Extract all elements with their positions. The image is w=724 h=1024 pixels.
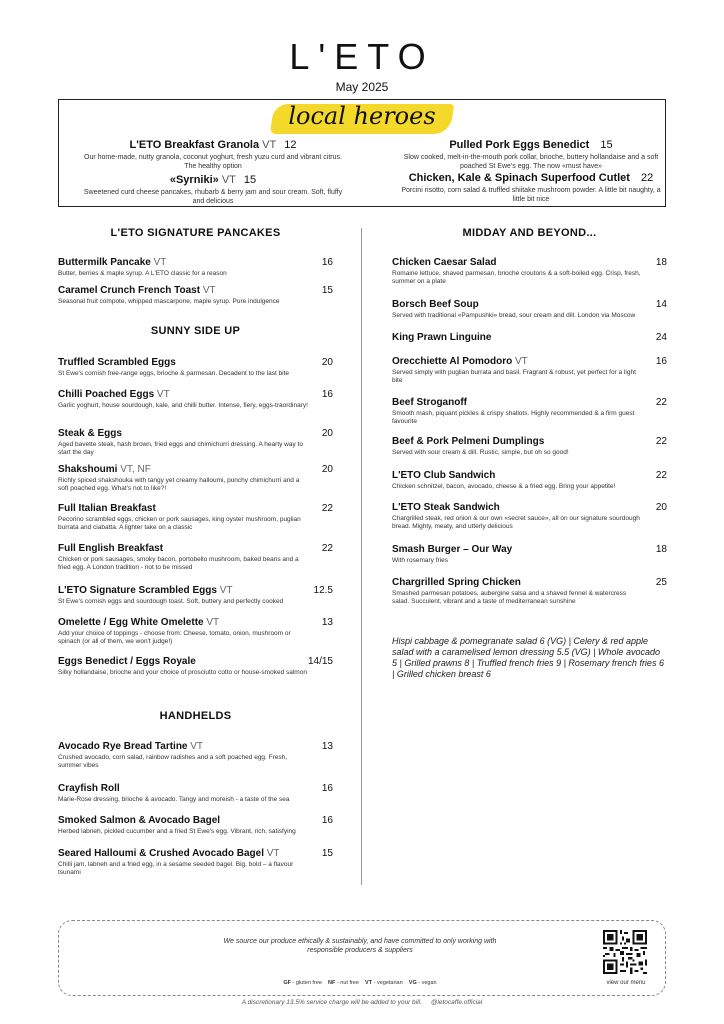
menu-item-name: Truffled Scrambled Eggs [58,357,176,368]
hero-item-name: Pulled Pork Eggs Benedict [449,139,590,151]
menu-item-price: 16 [655,356,667,367]
dietary-tag: VT [515,356,528,367]
menu-item-name: L'ETO Steak Sandwich [392,502,500,513]
qr-code-icon[interactable] [603,930,647,974]
hero-item-name: «Syrniki» [169,174,219,186]
hero-item-price: 15 [600,139,613,151]
legend-code: VT [365,980,373,986]
menu-item-description: Garlic yoghurt, house sourdough, kale, and chilli butter. Intense, fiery, eggs-traordinary! [58,402,308,409]
menu-item [392,397,667,426]
menu-item [58,543,333,572]
menu-item [58,741,333,770]
menu-item-description: Marie-Rose dressing, brioche & avocado. Tangy and moreish - a taste of the sea [58,796,290,803]
menu-item-price: 22 [655,397,667,408]
hero-item [78,174,348,206]
menu-item-title [392,257,667,268]
menu-item [392,544,667,565]
menu-item-name: Full Italian Breakfast [58,503,156,514]
menu-item-title [392,577,667,588]
dietary-tag: VT, NF [120,464,151,475]
dietary-tag: VT [219,585,233,596]
menu-item [392,577,667,606]
menu-item [58,257,333,278]
menu-item-name: Omelette / Egg White Omelette [58,617,204,628]
menu-item-title [392,502,667,513]
service-charge-note [0,999,724,1006]
menu-item-title [392,332,667,343]
menu-item-title [58,257,333,268]
menu-item-description: St Ewe's cornish free-range eggs, brioche & parmesan. Decadent to the last bite [58,370,290,377]
menu-item-description: Smashed parmesan potatoes, aubergine salsa and a shaved fennel & watercress salad. Succulent, vibrant and a taste of mediterranean sunshine [392,590,627,605]
menu-item-title [58,543,333,554]
menu-item-description: Served simply with puglian burrata and basil. Fragrant & robust, yet perfect for a light bite [392,369,636,384]
restaurant-logo: L'ETO [289,36,435,77]
menu-item-price: 14/15 [307,656,333,667]
local-heroes-title: local heroes [288,102,436,130]
menu-item-title [58,656,333,667]
menu-item-price: 24 [655,332,667,343]
hero-item-description: Our home-made, nutty granola, coconut yoghurt, fresh yuzu curd and vibrant citrus. The healthy option [84,154,342,170]
menu-item-description: Seasonal fruit compote, whipped mascarpone, maple syrup. Pure indulgence [58,298,280,305]
menu-item-title [392,299,667,310]
menu-item-name: Smoked Salmon & Avocado Bagel [58,815,221,826]
menu-item [58,503,333,532]
menu-item-title [392,544,667,555]
menu-item [392,502,667,531]
menu-item-name: Buttermilk Pancake [58,257,151,268]
menu-item [58,656,333,677]
menu-item-price: 22 [321,543,333,554]
menu-item [58,389,333,410]
social-handle[interactable]: @letocaffe.official [430,999,483,1006]
menu-item-price: 20 [321,428,333,439]
menu-item [392,299,667,320]
menu-item-price: 15 [321,285,333,296]
legend-code: GF [283,980,292,986]
section-title-sunny-side-up: SUNNY SIDE UP [150,325,241,337]
menu-item-name: Shakshoumi [58,464,118,475]
menu-item-description: Served with sour cream & dill. Rustic, simple, but oh so good! [392,449,569,456]
menu-item-name: Beef Stroganoff [392,397,467,408]
dietary-tag: VT [262,139,277,151]
legend-text: - vegan [418,980,437,986]
menu-item-title [392,470,667,481]
menu-item-name: L'ETO Signature Scrambled Eggs [58,585,217,596]
menu-item-price: 14 [655,299,667,310]
section-title-handhelds: HANDHELDS [159,710,232,722]
menu-item [392,332,667,343]
menu-item-price: 20 [321,464,333,475]
section-title-pancakes: L'ETO SIGNATURE PANCAKES [110,227,281,239]
dietary-tag: VT [221,174,236,186]
menu-item-title [58,357,333,368]
hero-item-price: 22 [641,172,654,184]
menu-item-description: Smooth mash, piquant pickles & crispy shallots. Highly recommended & a firm guest favourite [392,410,635,425]
menu-date: May 2025 [335,80,389,94]
menu-item [58,464,333,493]
menu-item-description: Chicken or pork sausages, smoky bacon, portobello mushroom, baked beans and a fried egg. A London tradition - not to be missed [58,556,299,571]
menu-item [392,470,667,491]
hero-item [396,172,666,204]
menu-item-name: Chilli Poached Eggs [58,389,155,400]
menu-item-price: 16 [321,389,333,400]
menu-item-description: Add your choice of toppings - choose from: Cheese, tomato, onion, mushroom or spinach (or all of them, we won't judge!) [58,630,291,645]
dietary-tag: VT [190,741,204,752]
menu-item [58,357,333,378]
hero-item-price: 15 [243,174,257,186]
menu-item-description: Chicken schnitzel, bacon, avocado, cheese & a fried egg. Bring your appetite! [392,483,616,490]
menu-item-title [58,389,333,400]
menu-item-name: L'ETO Club Sandwich [392,470,496,481]
menu-item-name: Crayfish Roll [58,783,120,794]
dietary-legend [240,980,480,986]
menu-item-description: St Ewe's cornish eggs and sourdough toast. Soft, buttery and perfectly cooked [58,598,284,605]
column-divider [361,228,362,885]
menu-item-description: Chilli jam, labneh and a fried egg, in a sesame seeded bagel. Big, bold – a flavour tsunami [58,861,294,876]
menu-item-price: 13 [321,741,333,752]
menu-item-price: 16 [321,257,333,268]
menu-item-description: Served with traditional «Pampushki» bread, sour cream and dill. London via Moscow [392,312,636,319]
dietary-tag: VT [206,617,220,628]
menu-item-price: 22 [655,470,667,481]
hero-item [396,139,666,171]
hero-item-description: Sweetened curd cheese pancakes, rhubarb & berry jam and sour cream. Soft, fluffy and delicious [83,189,343,205]
sourcing-note: We source our produce ethically & sustainably, and have committed to only working with responsible producers & suppliers [223,938,497,954]
menu-item-price: 12.5 [313,585,333,596]
menu-item-title [58,848,333,859]
menu-item-description: Aged bavette steak, hash brown, fried eggs and chimichurri dressing. A hearty way to start the day [58,441,303,456]
menu-item-title [58,815,333,826]
menu-item [392,356,667,385]
menu-item-price: 25 [655,577,667,588]
menu-item-price: 15 [321,848,333,859]
menu-item-description: Butter, berries & maple syrup. A L'ETO classic for a reason [58,270,227,277]
menu-item-price: 16 [321,783,333,794]
menu-item-title [58,741,333,752]
service-charge-text: A discretionary 13.5% service charge will be added to your bill. [241,999,422,1006]
menu-item-name: Orecchiette Al Pomodoro [392,356,513,367]
sides-list: Hispi cabbage & pomegranate salad 6 (VG) | Celery & red apple salad with a caramelised lemon dressing 5.5 (VG) | Whole avocado 5 | Grilled prawns 8 | Truffled french fries 9 | Rosemary french fries 6 | Grilled chicken breast 6 [392,636,664,679]
menu-item [58,815,333,836]
menu-item-price: 20 [321,357,333,368]
legend-text: - nut free [336,980,359,986]
menu-item-title [58,617,333,628]
menu-item-price: 22 [655,436,667,447]
menu-item-title [392,436,667,447]
menu-item-name: King Prawn Linguine [392,332,492,343]
menu-item-price: 16 [321,815,333,826]
menu-item [58,783,333,804]
menu-item-title [58,503,333,514]
menu-item-description: Chargrilled steak, red onion & our own «secret sauce», all on our signature sourdough bread. Mighty, meaty, and utterly delicious [392,515,640,530]
menu-item-price: 20 [655,502,667,513]
menu-item-title [58,585,333,596]
menu-item [58,428,333,457]
menu-item [58,285,333,306]
menu-item [58,617,333,646]
menu-item-title [58,464,333,475]
hero-item-description: Porcini risotto, corn salad & truffled shiitake mushroom powder. A little bit naughty, a little bit nice [401,187,661,203]
menu-item-name: Seared Halloumi & Crushed Avocado Bagel [58,848,264,859]
menu-item-description: Crushed avocado, corn salad, rainbow radishes and a soft poached egg. Fresh, summer vibes [58,754,288,769]
menu-item-name: Beef & Pork Pelmeni Dumplings [392,436,545,447]
menu-item-name: Eggs Benedict / Eggs Royale [58,656,196,667]
hero-item-description: Slow cooked, melt-in-the-mouth pork collar, brioche, buttery hollandaise and a soft poached St Ewe's egg. The now «must have» [403,154,659,170]
menu-item-description: Richly spiced shakshouka with tangy yet creamy halloumi, punchy chimichurri and a soft poached egg. What's not to like?! [58,477,300,492]
menu-item-price: 18 [655,544,667,555]
menu-item-name: Steak & Eggs [58,428,122,439]
hero-item-price: 12 [284,139,297,151]
legend-code: VG [408,980,417,986]
menu-item [58,848,333,877]
menu-item-name: Borsch Beef Soup [392,299,479,310]
legend-text: - vegetarian [373,980,403,986]
menu-item-description: Silky hollandaise, brioche and your choice of prosciutto cotto or house-smoked salmon [58,669,307,676]
menu-item-price: 13 [321,617,333,628]
dietary-tag: VT [156,389,170,400]
menu-item-price: 18 [655,257,667,268]
menu-item-title [392,397,667,408]
dietary-tag: VT [153,257,167,268]
menu-item-description: With rosemary fries [392,557,448,564]
hero-item-name: Chicken, Kale & Spinach Superfood Cutlet [408,172,630,184]
menu-item-title [58,783,333,794]
dietary-tag: VT [202,285,216,296]
menu-item-title [392,356,667,367]
hero-item-name: L'ETO Breakfast Granola [129,139,260,151]
menu-item-name: Full English Breakfast [58,543,164,554]
hero-item [78,139,348,171]
menu-item-title [58,285,333,296]
legend-text: - gluten free [292,980,322,986]
menu-item-description: Herbed labneh, pickled cucumber and a fried St Ewe's egg. Vibrant, rich, satisfying [58,828,296,835]
menu-item-description: Pecorino scrambled eggs, chicken or pork sausages, king oyster mushroom, puglian burrata and ciabatta. A lighter take on a classic [58,516,301,531]
menu-item-name: Avocado Rye Bread Tartine [58,741,188,752]
dietary-tag: VT [266,848,280,859]
menu-item [392,436,667,457]
menu-item-name: Chargrilled Spring Chicken [392,577,521,588]
menu-item [58,585,333,606]
menu-item-name: Caramel Crunch French Toast [58,285,201,296]
menu-item-name: Smash Burger – Our Way [392,544,513,555]
menu-item-title [58,428,333,439]
qr-label: view our menu [606,980,646,986]
menu-item-name: Chicken Caesar Salad [392,257,497,268]
menu-item [392,257,667,286]
section-title-midday: MIDDAY AND BEYOND... [462,227,597,239]
menu-item-price: 22 [321,503,333,514]
legend-code: NF [328,980,336,986]
menu-item-description: Romaine lettuce, shaved parmesan, brioche croutons & a soft-boiled egg. Crisp, fresh, summer on a plate [392,270,641,285]
